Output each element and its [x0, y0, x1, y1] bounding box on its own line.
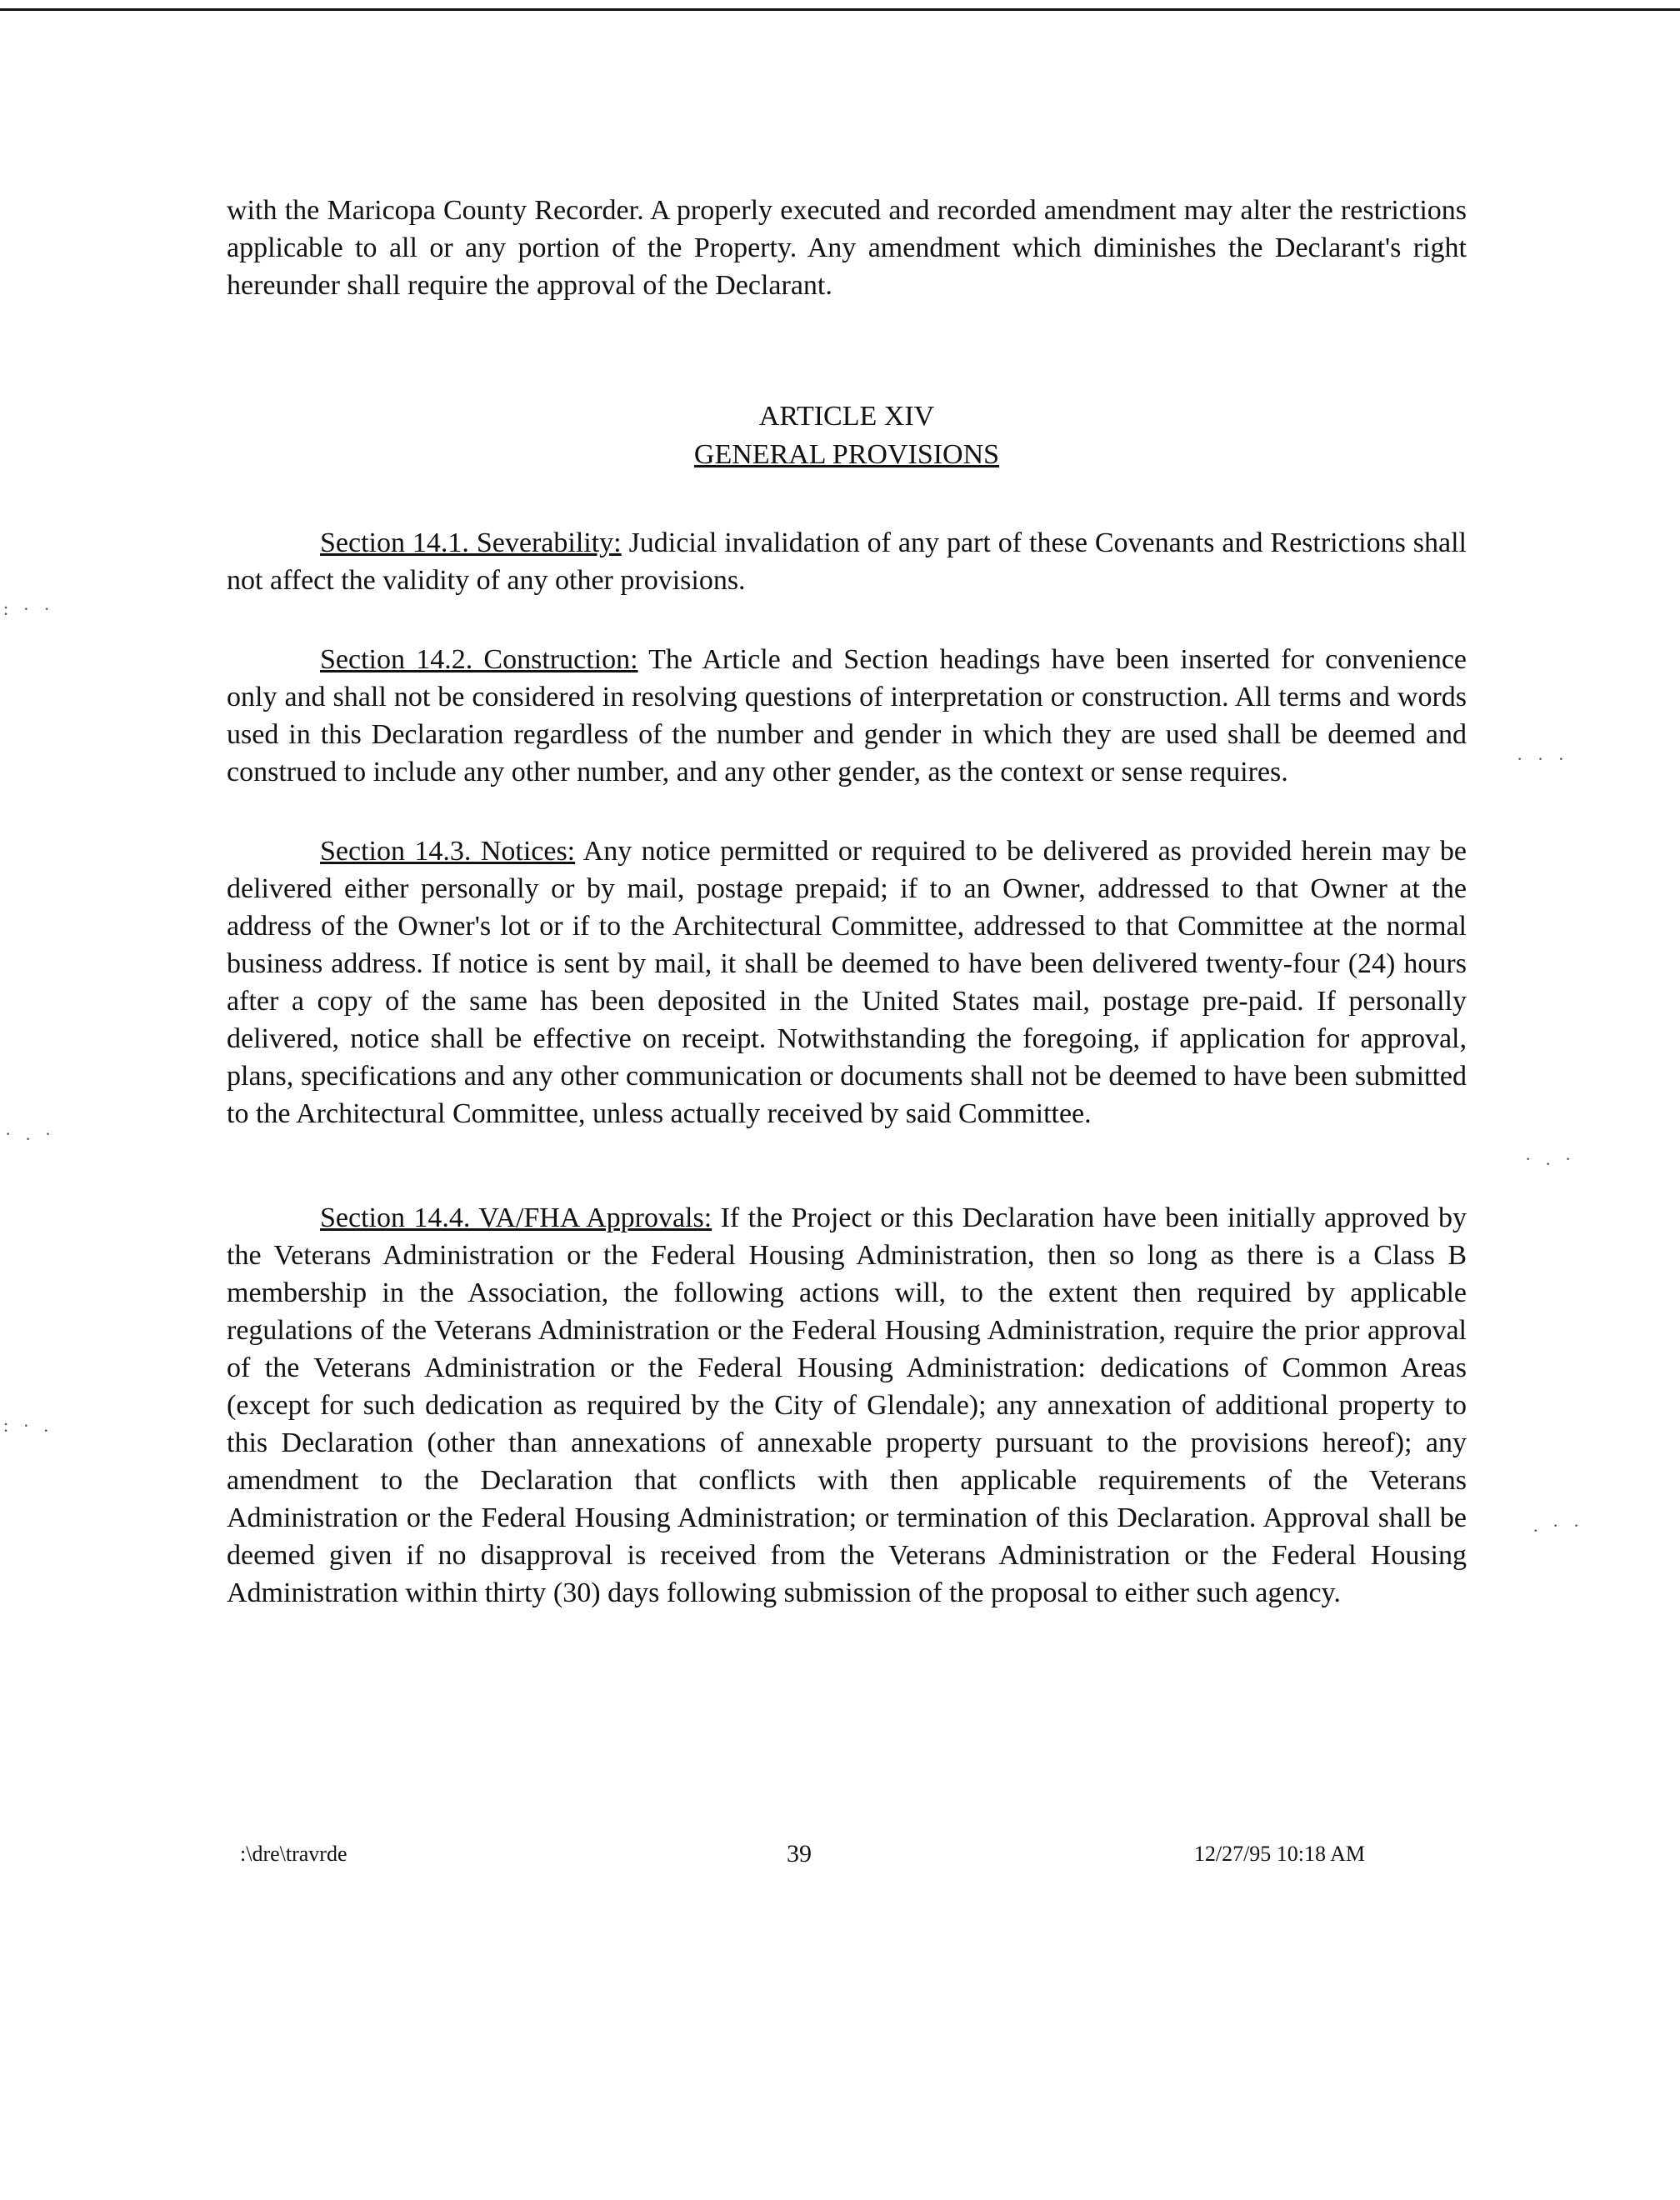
scan-noise: · · · [1517, 748, 1569, 769]
section-body: The Article and Section headings have been inserted for convenience only and shall not be considered in resolving questions of interpretation or construction. All terms and words used in this Declaration regardless of the number and gender in which they are used shall be deemed and construed to include any other number, and any other gender, as the context or sense requires. [227, 644, 1467, 788]
top-border-rule [0, 8, 1680, 11]
footer-timestamp: 12/27/95 10:18 AM [1193, 1842, 1365, 1866]
section-heading: Section 14.2. Construction: [320, 644, 638, 675]
section-14-2 [227, 641, 1467, 791]
page-footer [227, 1842, 1467, 1875]
footer-file-path: :\dre\travrde [240, 1842, 348, 1866]
intro-paragraph: with the Maricopa County Recorder. A properly executed and recorded amendment may alter the restrictions applicable to all or any portion of the Property. Any amendment which diminishes the Declarant's right hereunder shall require the approval of the Declarant. [227, 195, 1467, 301]
document-page [227, 192, 1467, 1653]
scan-noise: : · · [3, 598, 55, 619]
article-title: ARTICLE XIV [758, 401, 935, 432]
section-body: Any notice permitted or required to be delivered as provided herein may be delivered either personally or by mail, postage prepaid; if to an Owner, addressed to that Owner at the address of the Owner's lot or if to the Architectural Committee, addressed to that Committee at the normal business address. If notice is sent by mail, it shall be deemed to have been delivered twenty-four (24) hours after a copy of the same has been deposited in the United States mail, postage pre-paid. If personally delivered, notice shall be effective on receipt. Notwithstanding the foregoing, if application for approval, plans, specifications and any other communication or documents shall not be deemed to have been submitted to the Architectural Committee, unless actually received by said Committee. [227, 836, 1468, 1129]
scan-noise: · . · [5, 1123, 57, 1144]
article-subtitle: GENERAL PROVISIONS [693, 439, 1000, 470]
section-14-3 [227, 832, 1467, 1132]
section-14-1 [227, 524, 1467, 599]
section-heading: Section 14.3. Notices: [320, 836, 576, 867]
section-body: Judicial invalidation of any part of these Covenants and Restrictions shall not affect the validity of any other provisions. [227, 528, 1467, 596]
article-heading [227, 398, 1467, 474]
section-body: If the Project or this Declaration have been initially approved by the Veterans Administration or the Federal Housing Administration, then so long as there is a Class B membership in the Association, the following actions will, to the extent then required by applicable regulations of the Veterans Administration or the Federal Housing Administration, require the prior approval of the Veterans Administration or the Federal Housing Administration: dedications of Common Areas (except for such dedication as required by the City of Glendale); any annexation of additional property to this Declaration (other than annexations of annexable property pursuant to the provisions hereof); any amendment to the Declaration that conflicts with then applicable requirements of the Veterans Administration or the Federal Housing Administration; or termination of this Declaration. Approval shall be deemed given if no disapproval is received from the Veterans Administration or the Federal Housing Administration within thirty (30) days following submission of the proposal to either such agency. [227, 1202, 1467, 1608]
section-14-4 [227, 1199, 1467, 1612]
scan-noise: · . · [1525, 1148, 1577, 1169]
section-heading: Section 14.4. VA/FHA Approvals: [320, 1202, 712, 1233]
scan-noise: . · · [1533, 1515, 1585, 1536]
footer-page-number: 39 [787, 1840, 812, 1868]
scan-noise: : · . [3, 1415, 53, 1436]
section-heading: Section 14.1. Severability: [320, 528, 622, 558]
